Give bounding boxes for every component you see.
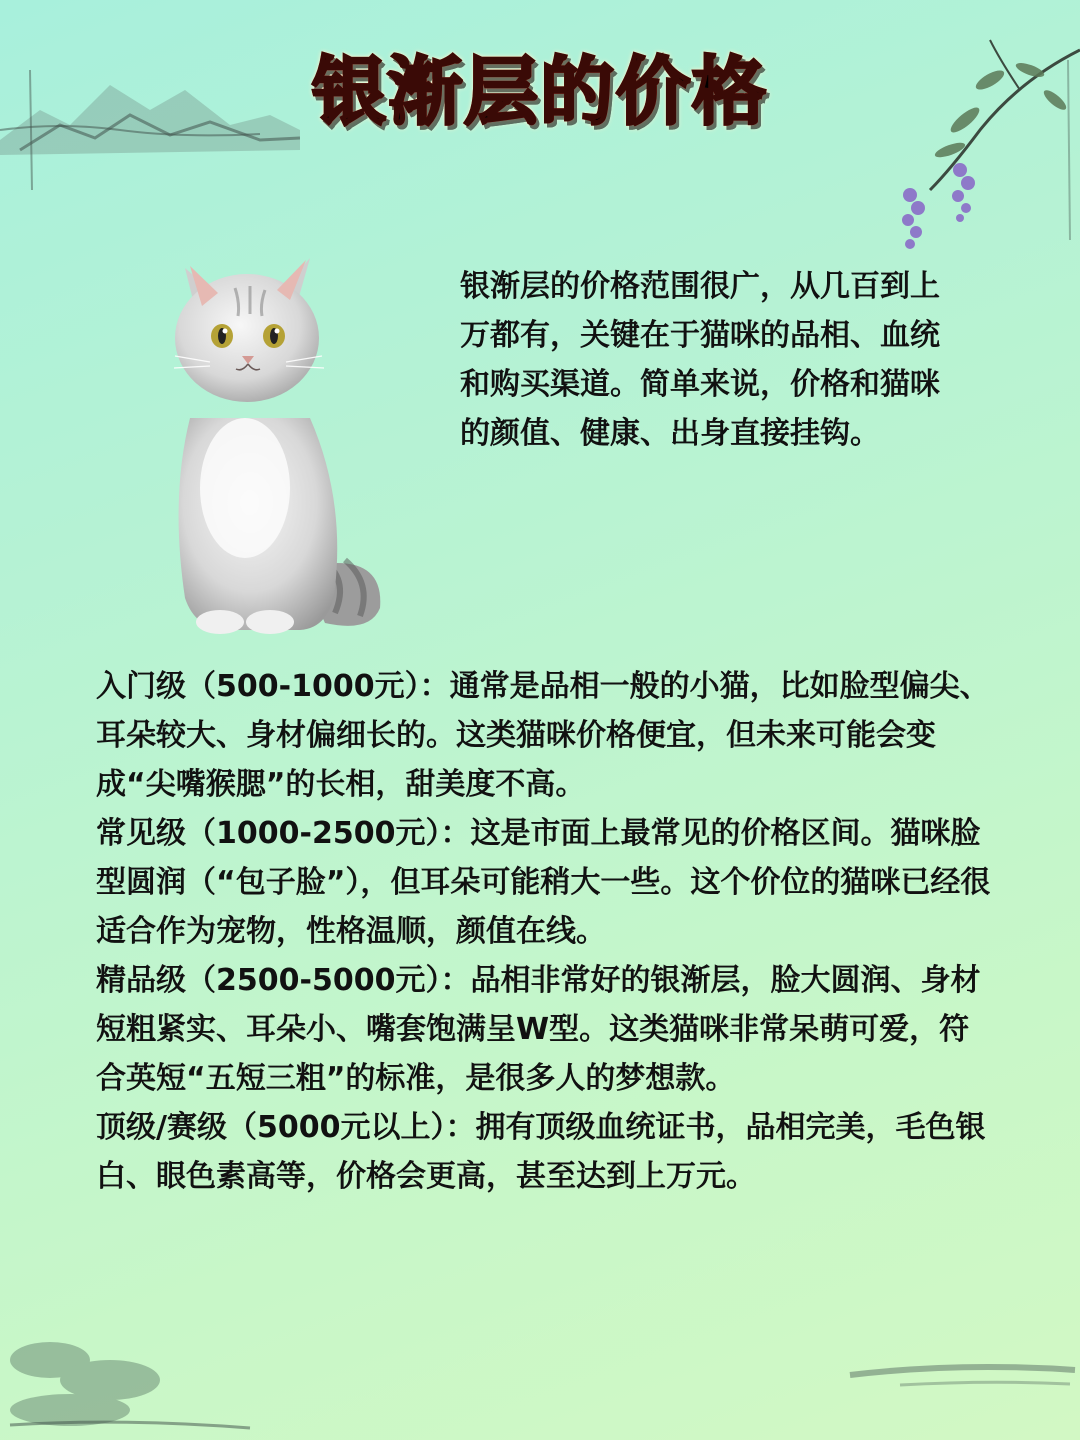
tier-common-level: 常见级（1000-2500元）：这是市面上最常见的价格区间。猫咪脸型圆润（“包子脸”），但耳朵可能稍大一些。这个价位的猫咪已经很适合作为宠物，性格温顺，颜值在线。 bbox=[96, 816, 991, 949]
silver-cat-illustration bbox=[150, 238, 400, 638]
ink-stroke-decoration bbox=[840, 1340, 1080, 1400]
tier-entry-level: 入门级（500-1000元）：通常是品相一般的小猫，比如脸型偏尖、耳朵较大、身材偏细长的。这类猫咪价格便宜，但未来可能会变成“尖嘴猴腮”的长相，甜美度不高。 bbox=[96, 669, 990, 802]
title-container bbox=[0, 48, 1080, 137]
intro-paragraph: 银渐层的价格范围很广，从几百到上万都有，关键在于猫咪的品相、血统和购买渠道。简单来说，价格和猫咪的颜值、健康、出身直接挂钩。 bbox=[460, 269, 940, 451]
price-tiers-list bbox=[96, 662, 996, 1201]
page-title: 银渐层的价格 bbox=[312, 49, 768, 135]
tier-premium-level: 精品级（2500-5000元）：品相非常好的银渐层，脸大圆润、身材短粗紧实、耳朵小、嘴套饱满呈W型。这类猫咪非常呆萌可爱，符合英短“五短三粗”的标准，是很多人的梦想款。 bbox=[96, 963, 981, 1096]
ink-splash-decoration bbox=[0, 1300, 260, 1440]
tier-top-show-level: 顶级/赛级（5000元以上）：拥有顶级血统证书，品相完美，毛色银白、眼色素高等，价格会更高，甚至达到上万元。 bbox=[96, 1110, 986, 1194]
